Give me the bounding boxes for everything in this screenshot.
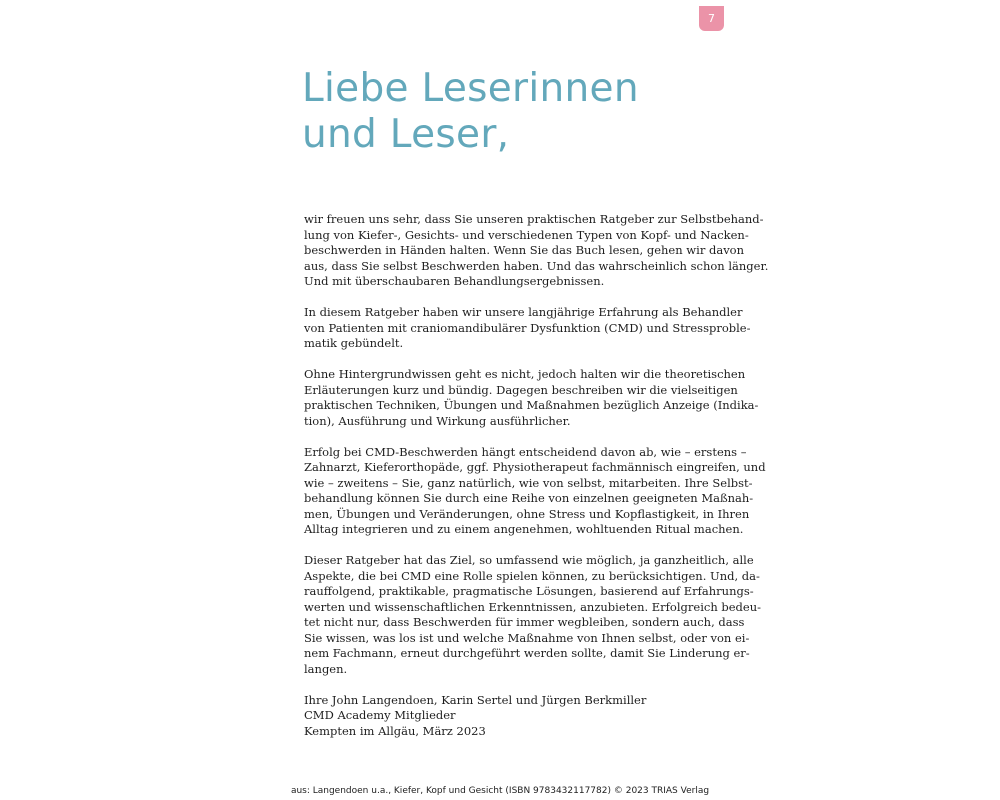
page-title bbox=[302, 66, 639, 158]
text-line: rauffolgend, praktikable, pragmatische Lösungen, basierend auf Erfahrungs- bbox=[304, 584, 754, 598]
text-line: langen. bbox=[304, 661, 348, 676]
text-line: praktischen Techniken, Übungen und Maßnahmen bezüglich Anzeige (Indika- bbox=[304, 398, 759, 412]
text-line: Aspekte, die bei CMD eine Rolle spielen können, zu berücksichtigen. Und, da- bbox=[304, 568, 760, 583]
signature-block bbox=[304, 693, 704, 740]
text-line: Und mit überschaubaren Behandlungsergebnissen. bbox=[304, 274, 605, 288]
text-line: wir freuen uns sehr, dass Sie unseren praktischen Ratgeber zur Selbstbehand- bbox=[304, 212, 764, 226]
text-line: werten und wissenschaftlichen Erkenntnissen, anzubieten. Erfolgreich bedeu- bbox=[304, 599, 762, 614]
text-line: nem Fachmann, erneut durchgeführt werden sollte, damit Sie Linderung er- bbox=[304, 646, 750, 660]
text-line: aus, dass Sie selbst Beschwerden haben. Und das wahrscheinlich schon länger. bbox=[304, 258, 769, 273]
paragraph-3 bbox=[304, 367, 759, 429]
text-line: In diesem Ratgeber haben wir unsere langjährige Erfahrung als Behandler bbox=[304, 305, 743, 319]
letter-body bbox=[304, 212, 769, 739]
text-line: Ohne Hintergrundwissen geht es nicht, jedoch halten wir die theoretischen bbox=[304, 367, 746, 381]
paragraph-2 bbox=[304, 305, 751, 352]
signature-place-date: Kempten im Allgäu, März 2023 bbox=[304, 723, 486, 738]
text-line: men, Übungen und Veränderungen, ohne Stress und Kopflastigkeit, in Ihren bbox=[304, 506, 750, 521]
paragraph-1 bbox=[304, 212, 769, 290]
source-footer: aus: Langendoen u.a., Kiefer, Kopf und Gesicht (ISBN 9783432117782) © 2023 TRIAS Verlag bbox=[290, 786, 710, 796]
signature-affiliation: CMD Academy Mitglieder bbox=[304, 708, 456, 722]
paragraph-4 bbox=[304, 444, 766, 538]
text-line: Zahnarzt, Kieferorthopäde, ggf. Physiotherapeut fachmännisch eingreifen, und bbox=[304, 460, 766, 474]
title-line-2: und Leser, bbox=[302, 112, 510, 157]
text-line: Alltag integrieren und zu einem angenehmen, wohltuenden Ritual machen. bbox=[304, 522, 744, 536]
text-line: Erfolg bei CMD-Beschwerden hängt entscheidend davon ab, wie – erstens – bbox=[304, 444, 747, 459]
text-line: Sie wissen, was los ist und welche Maßnahme von Ihnen selbst, oder von ei- bbox=[304, 630, 750, 645]
text-line: lung von Kiefer-, Gesichts- und verschiedenen Typen von Kopf- und Nacken- bbox=[304, 227, 749, 242]
text-line: wie – zweitens – Sie, ganz natürlich, wie von selbst, mitarbeiten. Ihre Selbst- bbox=[304, 475, 753, 490]
text-line: Erläuterungen kurz und bündig. Dagegen beschreiben wir die vielseitigen bbox=[304, 382, 738, 397]
text-line: von Patienten mit craniomandibulärer Dysfunktion (CMD) und Stressproble- bbox=[304, 320, 751, 335]
text-line: beschwerden in Händen halten. Wenn Sie das Buch lesen, gehen wir davon bbox=[304, 243, 745, 257]
paragraph-5 bbox=[304, 553, 762, 677]
title-line-1: Liebe Leserinnen bbox=[302, 66, 639, 111]
text-line: tet nicht nur, dass Beschwerden für immer wegbleiben, sondern auch, dass bbox=[304, 615, 745, 629]
text-line: behandlung können Sie durch eine Reihe von einzelnen geeigneten Maßnah- bbox=[304, 491, 754, 505]
text-line: matik gebündelt. bbox=[304, 336, 404, 350]
signature-authors: Ihre John Langendoen, Karin Sertel und Jürgen Berkmiller bbox=[304, 692, 647, 707]
page-number-badge: 7 bbox=[699, 6, 724, 31]
text-line: Dieser Ratgeber hat das Ziel, so umfassend wie möglich, ja ganzheitlich, alle bbox=[304, 553, 754, 567]
text-line: tion), Ausführung und Wirkung ausführlicher. bbox=[304, 413, 571, 428]
